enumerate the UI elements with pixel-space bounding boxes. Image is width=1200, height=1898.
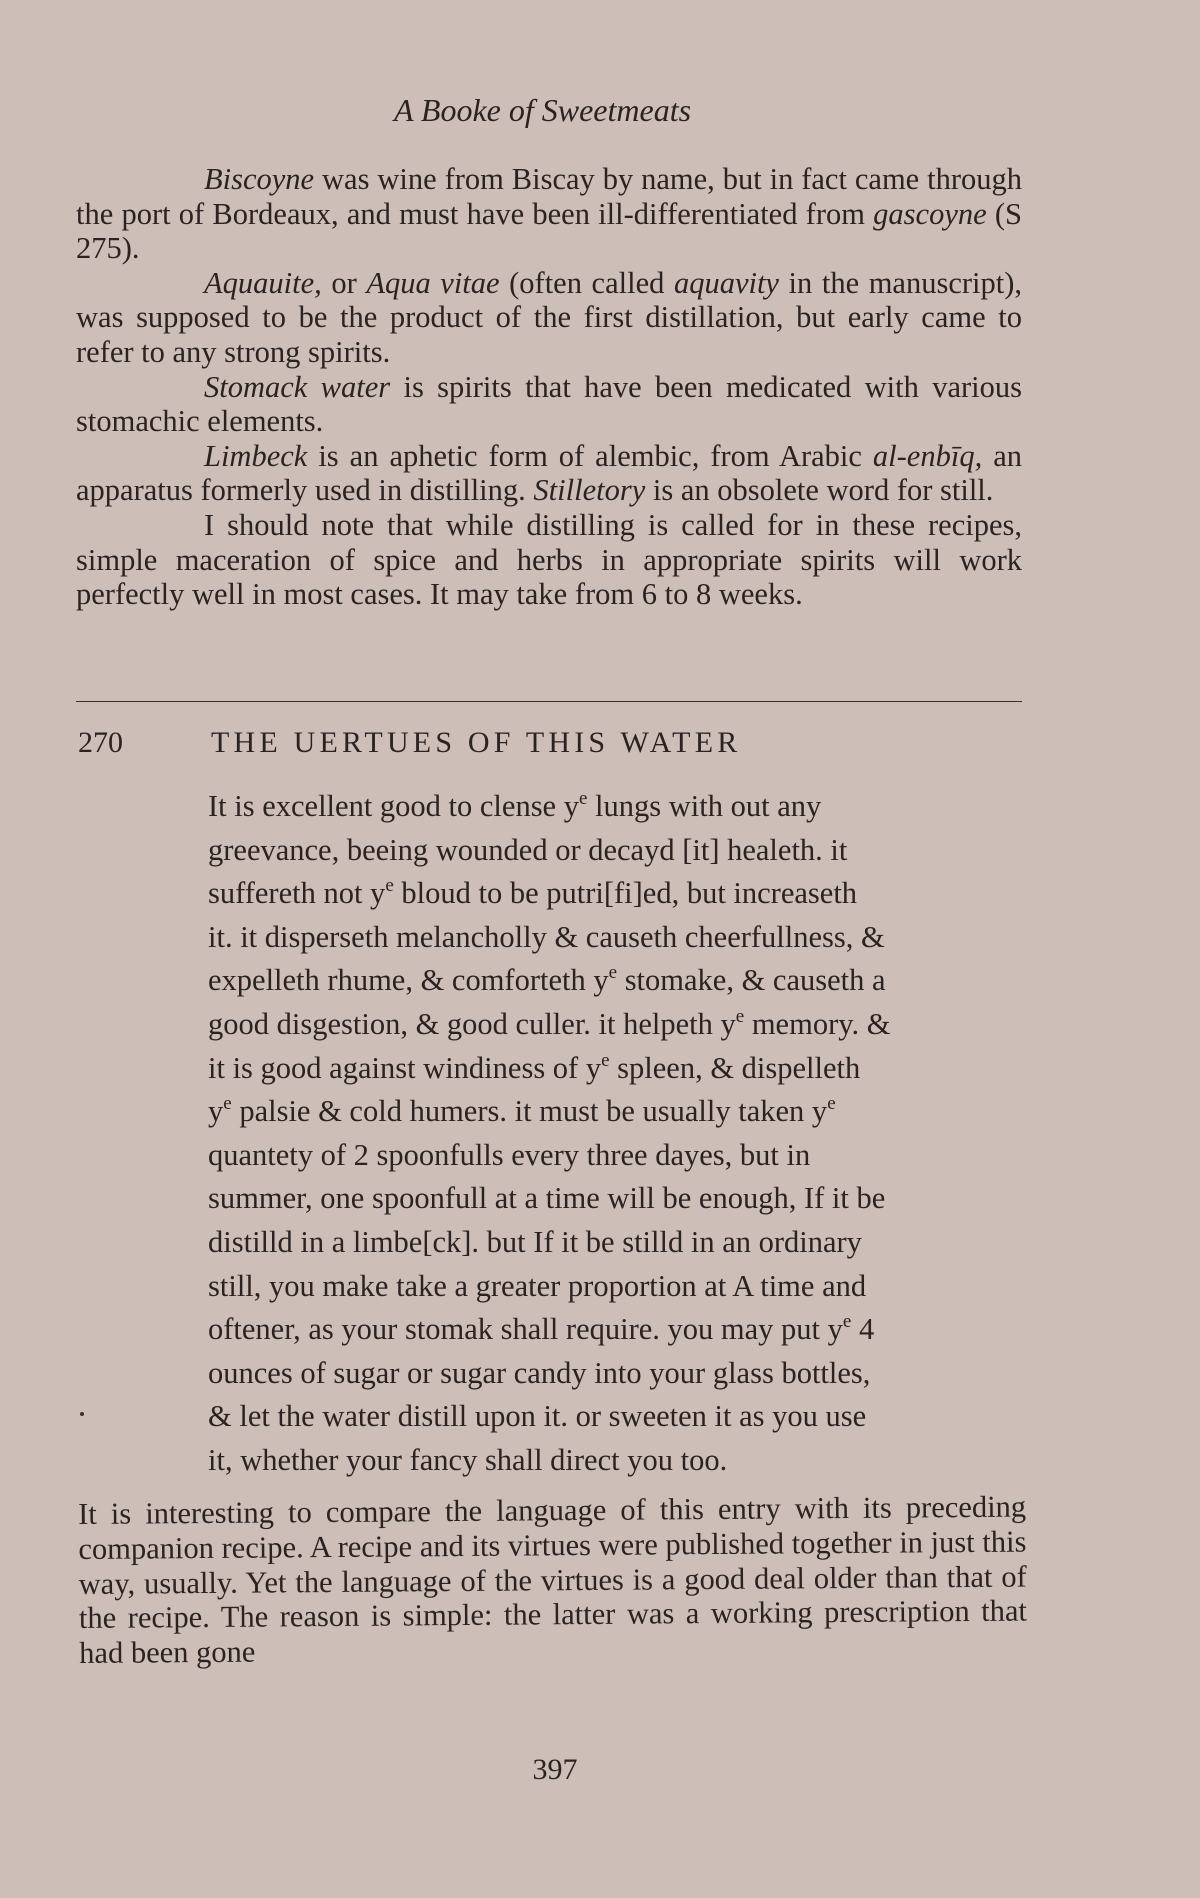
superscript: e <box>578 788 588 809</box>
note-paragraph <box>76 370 1022 439</box>
line-text: spleen, & dispelleth <box>609 1050 861 1085</box>
superscript: e <box>385 875 394 897</box>
line-text: & let the water distill upon it. or sweeten it as you use <box>208 1399 867 1434</box>
line-text: distilld in a limbe[ck]. but If it be stilld in an ordinary <box>208 1224 862 1259</box>
commentary <box>78 1490 1027 1671</box>
text-run: I should note that while distilling is called for in these recipes, simple maceration of spice and herbs in appropriate spirits will work perfectly well in most cases. It may take from 6 to 8 weeks. <box>76 507 1022 612</box>
text-run: (often called <box>499 265 674 300</box>
line-text: memory. & <box>744 1006 891 1041</box>
line-text: bloud to be putri[fi]ed, but increaseth <box>393 876 858 911</box>
italic-term: Biscoyne <box>204 162 315 196</box>
line-text: good disgestion, & good culler. it helpeth y <box>208 1006 736 1041</box>
line-text: y <box>208 1094 224 1129</box>
recipe-text <box>208 785 1028 1483</box>
recipe-line <box>208 1265 1028 1309</box>
line-text: greevance, beeing wounded or decayd [it] healeth. it <box>208 832 848 867</box>
line-text: it, whether your fancy shall direct you too. <box>208 1442 728 1477</box>
italic-term: Aqua vitae <box>366 265 500 300</box>
recipe-number: 270 <box>78 726 123 759</box>
margin-mark <box>80 1412 84 1416</box>
recipe-line <box>208 1308 1028 1352</box>
recipe-line <box>208 1352 1028 1396</box>
recipe-line <box>208 1177 1028 1221</box>
line-text: it. it disperseth melancholly & causeth cheerfullness, & <box>208 919 885 954</box>
superscript: e <box>223 1093 232 1115</box>
italic-term: Stomack water <box>204 369 391 404</box>
note-paragraph <box>76 508 1022 612</box>
italic-term: aquavity <box>673 265 779 300</box>
recipe-line <box>208 959 1028 1003</box>
italic-term: al-enbīq, <box>872 438 983 473</box>
glossary-notes <box>76 162 1022 612</box>
line-text: 4 <box>851 1312 875 1347</box>
recipe-line <box>208 1395 1028 1439</box>
note-paragraph <box>76 439 1022 508</box>
recipe-line <box>208 829 1028 873</box>
recipe-line <box>208 1134 1028 1178</box>
line-text: summer, one spoonfull at a time will be enough, If it be <box>208 1181 886 1216</box>
note-paragraph <box>76 162 1022 266</box>
text-run: (S 275). <box>76 196 1022 266</box>
line-text: it is good against windiness of y <box>208 1050 602 1085</box>
line-text: lungs with out any <box>587 789 822 823</box>
text-run: or <box>321 265 367 300</box>
recipe-line <box>208 1090 1028 1134</box>
superscript: e <box>608 962 618 984</box>
text-run: is an aphetic form of alembic, from Arabic <box>307 438 873 473</box>
text-run: in the manuscript), was supposed to be the product of the first distillation, but early came to refer to any strong spirits. <box>76 265 1022 369</box>
line-text: suffereth not y <box>208 876 386 911</box>
recipe-line <box>208 916 1028 960</box>
recipe-line <box>208 872 1028 916</box>
recipe-line <box>208 1003 1028 1047</box>
text-run: an apparatus formerly used in distilling. <box>76 438 1022 508</box>
line-text: quantety of 2 spoonfulls every three dayes, but in <box>208 1137 811 1172</box>
running-head: A Booke of Sweetmeats <box>393 92 692 128</box>
line-text: stomake, & causeth a <box>617 963 886 998</box>
line-text: expelleth rhume, & comforteth y <box>208 963 609 998</box>
recipe-line <box>208 1221 1028 1265</box>
text-run: was wine from Biscay by name, but in fact came through the port of Bordeaux, and must have been ill-differentiated from <box>76 162 1022 231</box>
text-run: is an obsolete word for still. <box>645 473 994 508</box>
superscript: e <box>601 1049 610 1071</box>
recipe-line <box>208 1047 1028 1091</box>
italic-term: gascoyne <box>873 196 987 231</box>
superscript: e <box>842 1311 852 1333</box>
recipe-line <box>208 1439 1028 1483</box>
recipe-title: THE UERTUES OF THIS WATER <box>211 726 742 759</box>
text-run: is spirits that have been medicated with various stomachic elements. <box>76 369 1022 439</box>
section-divider <box>76 701 1022 702</box>
superscript: e <box>827 1093 836 1115</box>
italic-term: Aquauite, <box>204 265 322 300</box>
line-text: It is excellent good to clense y <box>208 789 579 823</box>
line-text: still, you make take a greater proportion at A time and <box>208 1268 867 1303</box>
line-text: ounces of sugar or sugar candy into your glass bottles, <box>208 1355 871 1390</box>
superscript: e <box>735 1005 745 1027</box>
line-text: oftener, as your stomak shall require. you may put y <box>208 1312 843 1347</box>
italic-term: Stilletory <box>533 473 646 508</box>
italic-term: Limbeck <box>204 438 308 473</box>
recipe-line <box>208 785 1028 829</box>
commentary-paragraph: It is interesting to compare the language of this entry with its preceding companion recipe. A recipe and its virtues were published together in just this way, usually. Yet the language of the virtues is a good deal older than that of the recipe. The reason is simple: the latter was a working prescription that had been gone <box>78 1489 1028 1671</box>
page-number: 397 <box>532 1753 578 1786</box>
note-paragraph <box>76 266 1022 370</box>
line-text: palsie & cold humers. it must be usually taken y <box>231 1094 828 1129</box>
